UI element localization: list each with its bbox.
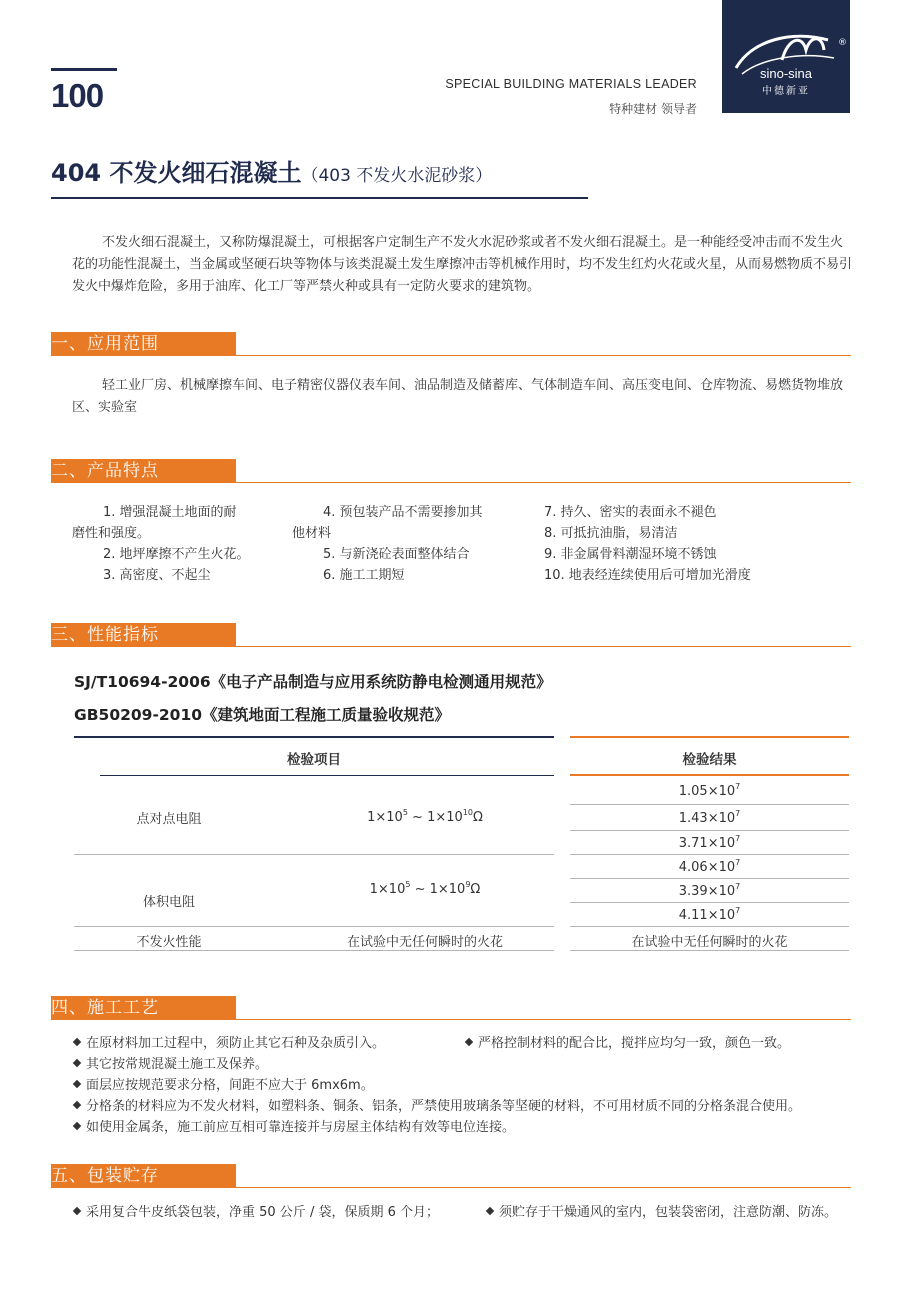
section-label: 一、应用范围: [51, 334, 159, 354]
table-rule: [570, 902, 849, 903]
list-item: 采用复合牛皮纸袋包装，净重 50 公斤 / 袋，保质期 6 个月；: [74, 1203, 439, 1223]
application-text: 轻工业厂房、机械摩擦车间、电子精密仪器仪表车间、油品制造及储蓄库、气体制造车间、高压变电间、仓库物流、易燃货物堆放区、实验室: [72, 378, 844, 415]
brand-logo: [722, 0, 850, 113]
section-header-features: [51, 459, 236, 483]
feature-line: 3. 高密度、不起尘: [103, 568, 211, 583]
bullet-icon: [73, 1059, 81, 1067]
row-spec: 在试验中无任何瞬时的火花: [346, 935, 503, 950]
feature-line: 4. 预包装产品不需要掺加其: [323, 505, 483, 520]
page-title: [51, 159, 492, 190]
feature-line: 10. 地表经连续使用后可增加光滑度: [544, 568, 751, 583]
logo-text-cn: 中德新亚: [762, 86, 810, 97]
title-main: 404 不发火细石混凝土: [51, 159, 302, 187]
feature-line: 9. 非金属骨料潮湿环境不锈蚀: [544, 547, 717, 562]
registered-mark: ®: [838, 38, 847, 48]
section-label: 四、施工工艺: [51, 998, 159, 1018]
table-row-rule-right: [570, 926, 849, 927]
section-label: 二、产品特点: [51, 461, 159, 481]
section-rule: [51, 1019, 851, 1020]
bullet-icon: [73, 1207, 81, 1215]
result-value: $1.43\times 10^7$: [678, 809, 741, 826]
bullet-icon: [73, 1080, 81, 1088]
tagline-cn: 特种建材 领导者: [609, 102, 697, 116]
row-name: 体积电阻: [142, 895, 195, 910]
section-header-packaging: [51, 1164, 236, 1188]
table-rule: [570, 804, 849, 805]
feature-line: 7. 持久、密实的表面永不褪色: [544, 505, 717, 520]
result-value: $4.11\times 10^7$: [678, 906, 741, 923]
list-item: 严格控制材料的配合比，搅拌应均匀一致，颜色一致。: [466, 1034, 790, 1054]
list-item: 须贮存于干燥通风的室内，包装袋密闭，注意防潮、防冻。: [487, 1203, 837, 1223]
list-item: 分格条的材料应为不发火材料，如塑料条、铜条、铝条，严禁使用玻璃条等坚硬的材料，不可用材质不同的分格条混合使用。: [74, 1097, 801, 1117]
feature-line: 2. 地坪摩擦不产生火花。: [103, 547, 250, 562]
section-rule: [51, 355, 851, 356]
page-number-bar: [51, 68, 117, 71]
table-top-rule-right: [570, 736, 849, 738]
section-label: 三、性能指标: [51, 625, 159, 645]
intro-paragraph: 不发火细石混凝土，又称防爆混凝土，可根据客户定制生产不发火水泥砂浆或者不发火细石混凝土。是一种能经受冲击而不发生火花的功能性混凝土，当金属或坚硬石块等物体与该类混凝土发生摩擦冲击等机械作用时，均不发生红灼火花或火星，从而易燃物质不易引发火中爆炸危险，多用于油库、化工厂等严禁火种或具有一定防火要求的建筑物。: [72, 235, 853, 294]
row-name: 不发火性能: [136, 935, 202, 950]
table-header-item: 检验项目: [287, 752, 341, 768]
row-spec: $1\times 10^5$ ~ $1\times 10^{10}\Omega$: [367, 808, 483, 825]
table-rule: [570, 878, 849, 879]
section-label: 五、包装贮存: [51, 1166, 159, 1186]
bullet-icon: [73, 1101, 81, 1109]
table-rule: [570, 830, 849, 831]
section-rule: [51, 482, 851, 483]
section-header-application: [51, 332, 236, 356]
feature-line: 5. 与新浇砼表面整体结合: [323, 547, 470, 562]
bullet-icon: [486, 1207, 494, 1215]
feature-line: 他材料: [292, 526, 332, 541]
list-item: 面层应按规范要求分格，间距不应大于 6mx6m。: [74, 1076, 374, 1096]
section-header-performance: [51, 623, 236, 647]
title-underline: [51, 197, 588, 199]
section-rule: [51, 646, 851, 647]
feature-line: 6. 施工工期短: [323, 568, 405, 583]
tagline-en: SPECIAL BUILDING MATERIALS LEADER: [445, 77, 697, 91]
table-row-rule-left: [74, 926, 554, 927]
table-row-rule-left: [74, 854, 554, 855]
table-header-result: 检验结果: [682, 752, 737, 768]
table-bottom-rule-left: [74, 950, 554, 951]
standard-reference: GB50209-2010《建筑地面工程施工质量验收规范》: [74, 706, 451, 724]
feature-line: 磨性和强度。: [72, 526, 151, 541]
logo-text-en: sino-sina: [759, 66, 813, 81]
result-value: $4.06\times 10^7$: [678, 858, 741, 875]
row-spec: $1\times 10^5$ ~ $1\times 10^9\Omega$: [369, 880, 481, 897]
bullet-icon: [73, 1122, 81, 1130]
feature-line: 8. 可抵抗油脂，易清洁: [544, 526, 678, 541]
table-header-rule-left: [100, 775, 554, 776]
bullet-icon: [73, 1038, 81, 1046]
title-sub: （403 不发火水泥砂浆）: [301, 166, 493, 186]
list-item: 在原材料加工过程中，须防止其它石种及杂质引入。: [74, 1034, 385, 1054]
table-top-rule-left: [74, 736, 554, 738]
result-value: $3.71\times 10^7$: [678, 834, 741, 851]
list-item: 其它按常规混凝土施工及保养。: [74, 1055, 268, 1075]
row-name: 点对点电阻: [136, 812, 202, 827]
list-item: 如使用金属条，施工前应互相可靠连接并与房屋主体结构有效等电位连接。: [74, 1118, 515, 1138]
result-value: 在试验中无任何瞬时的火花: [631, 935, 788, 950]
section-header-construction: [51, 996, 236, 1020]
result-value: $1.05\times 10^7$: [678, 782, 741, 799]
page-number: 100: [51, 77, 104, 114]
section-rule: [51, 1187, 851, 1188]
table-row-rule-right: [570, 854, 849, 855]
bullet-icon: [465, 1038, 473, 1046]
standard-reference: SJ/T10694-2006《电子产品制造与应用系统防静电检测通用规范》: [74, 673, 552, 691]
result-value: $3.39\times 10^7$: [678, 882, 741, 899]
feature-line: 1. 增强混凝土地面的耐: [103, 505, 237, 520]
table-header-rule-right: [570, 774, 849, 776]
table-bottom-rule-right: [570, 950, 849, 951]
